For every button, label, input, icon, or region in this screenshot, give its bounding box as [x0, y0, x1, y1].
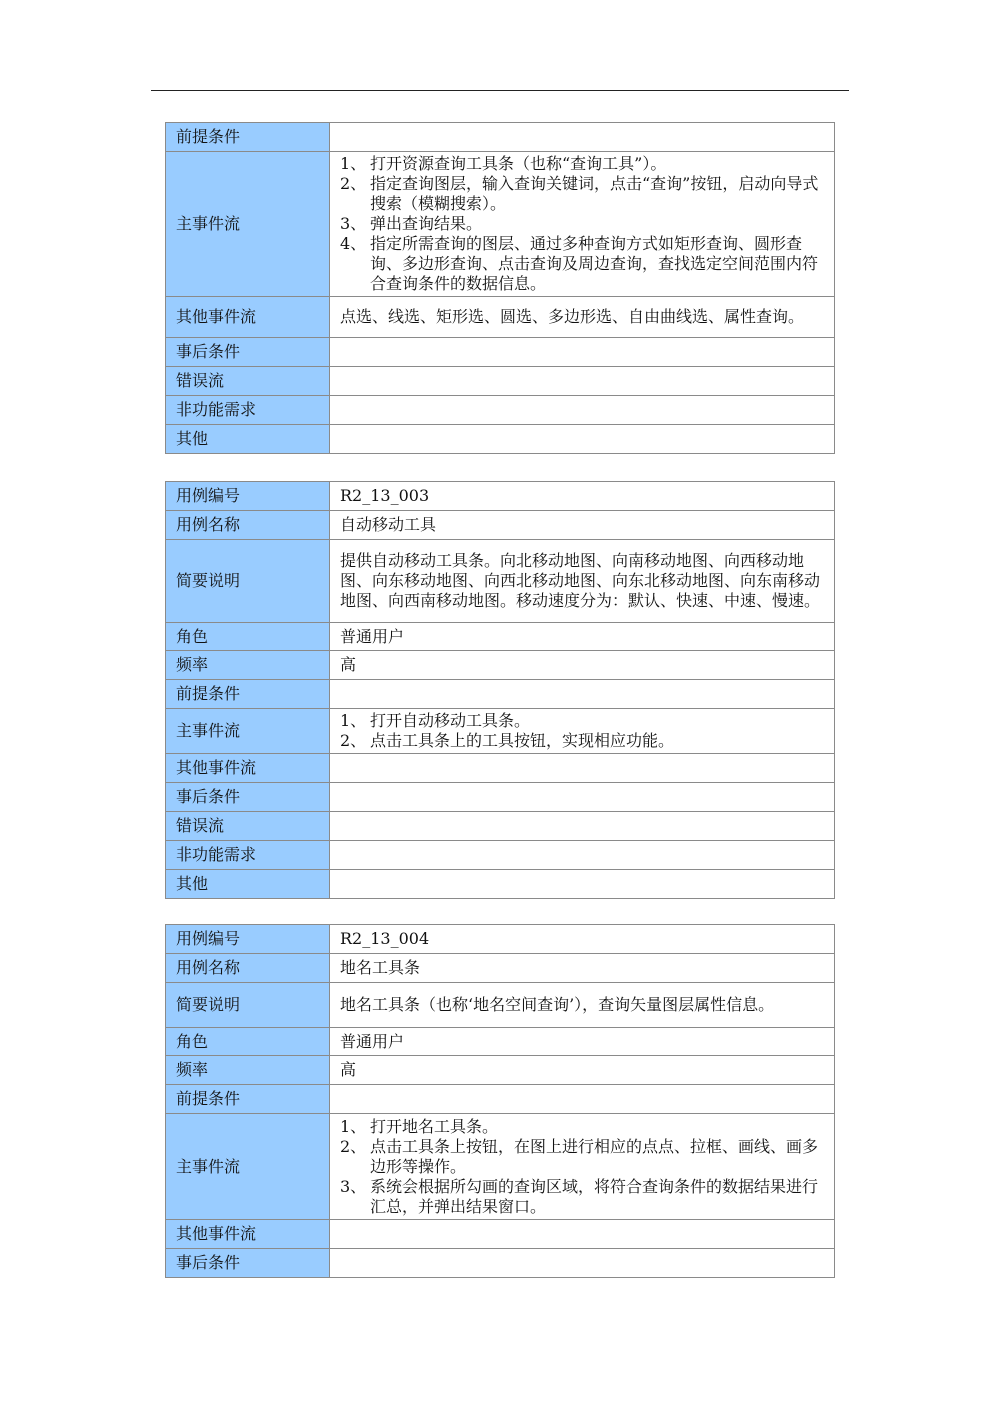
field-label: 简要说明 [166, 540, 330, 623]
step-number: 1、 [340, 711, 367, 730]
field-value [330, 783, 835, 812]
field-label: 前提条件 [166, 680, 330, 709]
field-label: 频率 [166, 651, 330, 680]
field-value: 普通用户 [330, 1028, 835, 1056]
field-label: 其他事件流 [166, 297, 330, 338]
field-value [330, 367, 835, 396]
step-number: 3、 [340, 214, 367, 233]
table-row [166, 425, 835, 454]
step-text: 打开地名工具条。 [370, 1116, 499, 1136]
field-label: 频率 [166, 1056, 330, 1085]
field-value: 高 [330, 651, 835, 680]
field-label: 非功能需求 [166, 396, 330, 425]
field-value: 地名工具条（也称‘地名空间查询’），查询矢量图层属性信息。 [330, 983, 835, 1028]
list-item [340, 214, 824, 234]
table-row [166, 152, 835, 297]
table-row [166, 841, 835, 870]
step-number: 1、 [340, 1116, 367, 1136]
field-value [330, 841, 835, 870]
step-number: 1、 [340, 154, 367, 173]
field-label: 其他 [166, 425, 330, 454]
field-label: 主事件流 [166, 152, 330, 297]
step-text: 点击工具条上按钮，在图上进行相应的点点、拉框、画线、画多边形等操作。 [370, 1136, 819, 1176]
table-row [166, 482, 835, 511]
field-value: R2_13_004 [330, 925, 835, 954]
table-row [166, 870, 835, 899]
table-row [166, 651, 835, 680]
use-case-table-continued [165, 122, 835, 454]
field-label: 角色 [166, 1028, 330, 1056]
use-case-table-r2-13-004 [165, 924, 835, 1278]
main-flow-steps [330, 709, 835, 754]
field-value [330, 338, 835, 367]
table-row [166, 623, 835, 651]
field-label: 非功能需求 [166, 841, 330, 870]
page-header-rule [151, 90, 849, 91]
list-item [340, 154, 824, 174]
field-value: 普通用户 [330, 623, 835, 651]
list-item [340, 1117, 824, 1137]
field-value [330, 396, 835, 425]
table-row [166, 540, 835, 623]
table-row [166, 754, 835, 783]
field-value [330, 425, 835, 454]
table-row [166, 680, 835, 709]
field-value [330, 754, 835, 783]
field-label: 用例名称 [166, 954, 330, 983]
step-text: 系统会根据所勾画的查询区域，将符合查询条件的数据结果进行汇总，并弹出结果窗口。 [370, 1176, 819, 1216]
table-row [166, 1114, 835, 1220]
field-label: 用例编号 [166, 482, 330, 511]
field-label: 前提条件 [166, 1085, 330, 1114]
step-text: 弹出查询结果。 [370, 214, 483, 233]
field-value: 地名工具条 [330, 954, 835, 983]
list-item [340, 234, 824, 294]
field-label: 前提条件 [166, 123, 330, 152]
use-case-table-r2-13-003 [165, 481, 835, 899]
table-row [166, 1220, 835, 1249]
field-label: 事后条件 [166, 1249, 330, 1278]
table-row [166, 1056, 835, 1085]
field-label: 错误流 [166, 812, 330, 841]
list-item [340, 711, 824, 731]
field-label: 事后条件 [166, 783, 330, 812]
field-label: 用例编号 [166, 925, 330, 954]
table-row [166, 511, 835, 540]
step-number: 2、 [340, 174, 367, 193]
field-value [330, 812, 835, 841]
field-value: 提供自动移动工具条。向北移动地图、向南移动地图、向西移动地图、向东移动地图、向西北移动地图、向东北移动地图、向东南移动地图、向西南移动地图。移动速度分为：默认、快速、中速、慢速。 [330, 540, 835, 623]
step-text: 打开资源查询工具条（也称“查询工具”）。 [370, 154, 667, 173]
list-item [340, 1137, 824, 1177]
field-value: 点选、线选、矩形选、圆选、多边形选、自由曲线选、属性查询。 [330, 297, 835, 338]
main-flow-steps [330, 1114, 835, 1220]
step-text: 打开自动移动工具条。 [370, 711, 531, 730]
table-row [166, 1085, 835, 1114]
table-row [166, 783, 835, 812]
field-value: 高 [330, 1056, 835, 1085]
table-row [166, 983, 835, 1028]
field-value [330, 870, 835, 899]
list-item [340, 1177, 824, 1217]
field-value [330, 1220, 835, 1249]
field-label: 角色 [166, 623, 330, 651]
field-label: 其他事件流 [166, 1220, 330, 1249]
list-item [340, 174, 824, 214]
table-row [166, 925, 835, 954]
main-flow-steps [330, 152, 835, 297]
field-label: 用例名称 [166, 511, 330, 540]
step-text: 指定所需查询的图层、通过多种查询方式如矩形查询、圆形查询、多边形查询、点击查询及周边查询，查找选定空间范围内符合查询条件的数据信息。 [370, 234, 819, 293]
field-label: 其他事件流 [166, 754, 330, 783]
field-label: 简要说明 [166, 983, 330, 1028]
field-value: R2_13_003 [330, 482, 835, 511]
step-text: 指定查询图层，输入查询关键词，点击“查询”按钮，启动向导式搜索（模糊搜索）。 [370, 174, 819, 213]
field-label: 事后条件 [166, 338, 330, 367]
field-value: 自动移动工具 [330, 511, 835, 540]
table-row [166, 1028, 835, 1056]
field-value [330, 680, 835, 709]
field-value [330, 1085, 835, 1114]
step-text: 点击工具条上的工具按钮，实现相应功能。 [370, 731, 675, 750]
field-label: 主事件流 [166, 1114, 330, 1220]
step-number: 2、 [340, 1136, 367, 1156]
step-number: 4、 [340, 234, 367, 253]
table-row [166, 954, 835, 983]
step-number: 3、 [340, 1176, 367, 1196]
field-value [330, 123, 835, 152]
table-row [166, 1249, 835, 1278]
field-label: 其他 [166, 870, 330, 899]
table-row [166, 123, 835, 152]
field-value [330, 1249, 835, 1278]
table-row [166, 812, 835, 841]
step-number: 2、 [340, 731, 367, 750]
list-item [340, 731, 824, 751]
field-label: 错误流 [166, 367, 330, 396]
table-row [166, 297, 835, 338]
table-row [166, 396, 835, 425]
field-label: 主事件流 [166, 709, 330, 754]
table-row [166, 709, 835, 754]
table-row [166, 338, 835, 367]
table-row [166, 367, 835, 396]
